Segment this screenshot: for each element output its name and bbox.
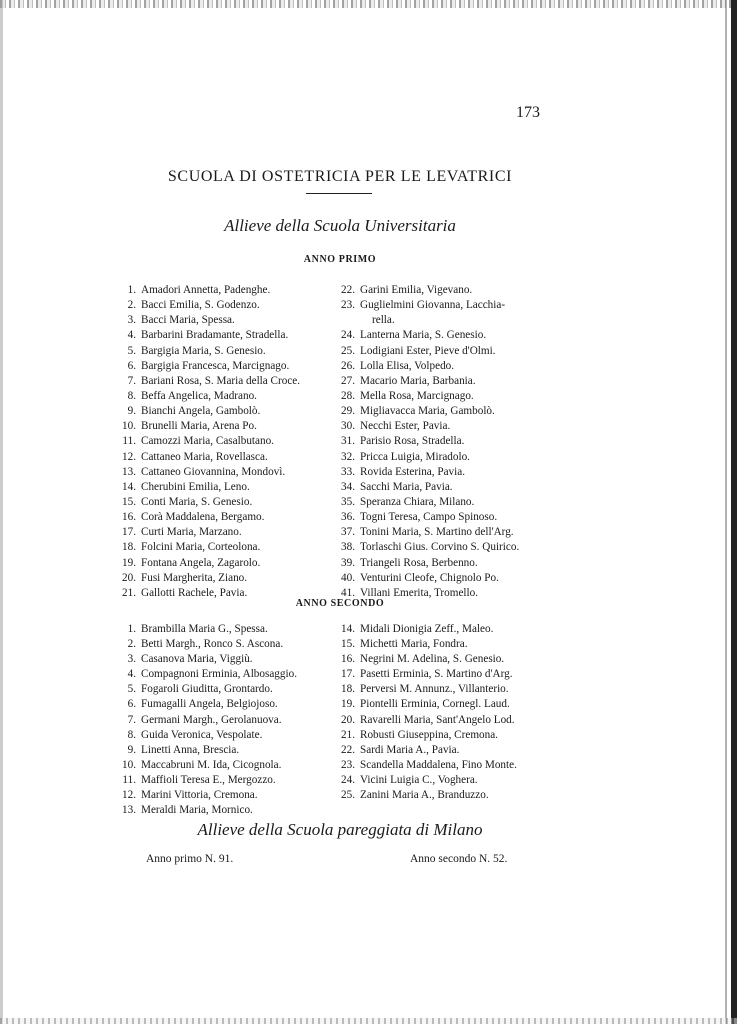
entry-number: 14. (341, 623, 355, 635)
entry-number: 6. (127, 359, 136, 372)
list-secondo-col1 (114, 622, 336, 818)
section-heading-milano: Allieve della Scuola pareggiata di Milano (197, 820, 483, 839)
list-item (114, 743, 336, 758)
list-item (330, 313, 555, 328)
entry-number: 10. (122, 758, 136, 771)
page-title: SCUOLA DI OSTETRICIA PER LE LEVATRICI (167, 168, 513, 185)
entry-text: Meraldi Maria, Mornico. (141, 804, 253, 817)
entry-number: 14. (122, 480, 136, 493)
entry-number: 41. (341, 586, 355, 599)
entry-number: 26. (341, 359, 355, 372)
entry-text: Michetti Maria, Fondra. (360, 638, 468, 651)
entry-number: 13. (122, 465, 136, 478)
entry-number: 22. (341, 284, 355, 296)
list-item (330, 743, 555, 758)
entry-text: Villani Emerita, Tromello. (360, 586, 479, 599)
entry-number: 23. (341, 758, 355, 771)
entry-number: 8. (127, 389, 136, 402)
list-item (330, 540, 555, 555)
entry-text: Fusi Margherita, Ziano. (141, 571, 248, 584)
entry-text: Bacci Maria, Spessa. (141, 314, 235, 327)
entry-text: Cattaneo Maria, Rovellasca. (141, 450, 268, 463)
entry-number: 27. (341, 374, 355, 387)
entry-number: 33. (341, 465, 355, 478)
entry-text: Speranza Chiara, Milano. (360, 495, 475, 508)
entry-text: Bariani Rosa, S. Maria della Croce. (141, 374, 301, 387)
list-secondo-col2 (330, 622, 555, 803)
list-item (330, 571, 555, 586)
list-item (330, 525, 555, 540)
entry-number: 11. (122, 435, 136, 448)
entry-text: Perversi M. Annunz., Villanterio. (360, 683, 509, 696)
entry-text: Lolla Elisa, Volpedo. (360, 359, 455, 372)
entry-number: 31. (341, 435, 355, 448)
list-item (114, 313, 336, 328)
entry-number: 9. (127, 743, 136, 756)
entry-text: Cattaneo Giovannina, Mondovì. (141, 465, 286, 478)
entry-number: 36. (341, 511, 355, 524)
list-item (330, 328, 555, 343)
list-item (114, 788, 336, 803)
entry-text: Maccabruni M. Ida, Cicognola. (141, 758, 282, 771)
entry-number: 15. (122, 495, 136, 508)
entry-number: 18. (122, 541, 136, 554)
entry-number: 37. (341, 526, 355, 539)
entry-number: 28. (341, 389, 355, 402)
entry-number: 32. (341, 450, 355, 463)
entry-number: 7. (127, 374, 136, 387)
footer-anno-primo-count: Anno primo N. 91. (146, 853, 234, 865)
list-item (114, 404, 336, 419)
list-item (330, 404, 555, 419)
entry-text: Marini Vittoria, Cremona. (141, 789, 258, 802)
entry-number: 35. (341, 495, 355, 508)
entry-number: 30. (341, 420, 355, 433)
list-item (330, 758, 555, 773)
entry-text: Maffioli Teresa E., Mergozzo. (141, 773, 276, 786)
list-item (330, 298, 555, 313)
list-item (114, 758, 336, 773)
list-item (114, 359, 336, 374)
entry-text: Betti Margh., Ronco S. Ascona. (141, 638, 284, 651)
entry-number: 5. (127, 683, 136, 696)
list-item (114, 571, 336, 586)
entry-text: Curti Maria, Marzano. (141, 526, 242, 539)
list-item (114, 773, 336, 788)
list-item (114, 713, 336, 728)
entry-text: Robusti Giuseppina, Cremona. (360, 728, 498, 741)
entry-number: 13. (122, 804, 136, 817)
entry-number: 7. (127, 713, 136, 726)
entry-text: Fogaroli Giuditta, Grontardo. (141, 683, 273, 696)
entry-number: 24. (341, 329, 355, 342)
entry-text: Bargigia Francesca, Marcignago. (141, 359, 290, 372)
list-item (114, 803, 336, 818)
list-item (330, 713, 555, 728)
scan-bottom-edge (0, 1018, 737, 1024)
list-item (330, 374, 555, 389)
entry-text: Torlaschi Gius. Corvino S. Quirico. (360, 541, 520, 554)
entry-text: Sardi Maria A., Pavia. (360, 743, 460, 756)
entry-text: Folcini Maria, Corteolona. (141, 541, 261, 554)
list-item (114, 728, 336, 743)
entry-number: 34. (341, 480, 355, 493)
scan-right-shadow (725, 0, 727, 1024)
list-item (114, 510, 336, 525)
entry-text: Triangeli Rosa, Berbenno. (360, 556, 478, 569)
entry-text: Bianchi Angela, Gambolò. (141, 405, 261, 418)
entry-number: 23. (341, 299, 355, 312)
entry-number: 21. (122, 586, 136, 599)
entry-number: 2. (127, 638, 136, 651)
entry-text: Bacci Emilia, S. Godenzo. (141, 299, 260, 312)
entry-number: 39. (341, 556, 355, 569)
list-item (114, 374, 336, 389)
list-item (114, 298, 336, 313)
entry-number: 22. (341, 743, 355, 756)
list-item (330, 450, 555, 465)
list-item (330, 697, 555, 712)
list-item (330, 622, 555, 637)
entry-number: 5. (127, 344, 136, 357)
list-item (114, 667, 336, 682)
entry-text: Barbarini Bradamante, Stradella. (141, 329, 289, 342)
entry-number: 19. (341, 698, 355, 711)
list-item (330, 419, 555, 434)
entry-text: Fumagalli Angela, Belgiojoso. (141, 698, 278, 711)
entry-text: Sacchi Maria, Pavia. (360, 480, 453, 493)
entry-number: 6. (127, 698, 136, 711)
entry-number: 1. (127, 623, 136, 635)
entry-text: Rovida Esterina, Pavia. (360, 465, 466, 478)
entry-number: 1. (127, 284, 136, 296)
entry-text: Garini Emilia, Vigevano. (360, 284, 473, 296)
scan-right-edge (731, 0, 737, 1024)
entry-text: Corà Maddalena, Bergamo. (141, 511, 265, 524)
scan-top-edge (0, 0, 737, 8)
entry-number: 12. (122, 450, 136, 463)
entry-number: 10. (122, 420, 136, 433)
list-item (114, 540, 336, 555)
page-number: 173 (516, 104, 540, 121)
list-item (114, 682, 336, 697)
entry-number: 4. (127, 329, 136, 342)
entry-number: 16. (341, 653, 355, 666)
list-item (114, 283, 336, 298)
list-primo-col1 (114, 283, 336, 601)
list-item (330, 389, 555, 404)
list-item (330, 728, 555, 743)
entry-text: Guglielmini Giovanna, Lacchia- (360, 299, 506, 312)
entry-text: Cherubini Emilia, Leno. (141, 480, 250, 493)
entry-text: Bargigia Maria, S. Genesio. (141, 344, 266, 357)
entry-text: Negrini M. Adelina, S. Genesio. (360, 653, 505, 666)
list-item (114, 556, 336, 571)
entry-text: Pricca Luigia, Miradolo. (360, 450, 470, 463)
list-item (114, 622, 336, 637)
entry-number: 20. (341, 713, 355, 726)
entry-number: 17. (341, 668, 355, 681)
entry-text: Amadori Annetta, Padenghe. (141, 284, 271, 296)
entry-text: Scandella Maddalena, Fino Monte. (360, 758, 517, 771)
entry-number: 25. (341, 344, 355, 357)
entry-number: 38. (341, 541, 355, 554)
entry-text: Mella Rosa, Marcignago. (360, 389, 474, 402)
list-item (114, 637, 336, 652)
entry-text: Tonini Maria, S. Martino dell'Arg. (360, 526, 514, 539)
entry-text: Brunelli Maria, Arena Po. (141, 420, 257, 433)
list-item (330, 773, 555, 788)
list-item (330, 465, 555, 480)
entry-text: Fontana Angela, Zagarolo. (141, 556, 261, 569)
entry-number: 19. (122, 556, 136, 569)
list-item (330, 434, 555, 449)
entry-number: 2. (127, 299, 136, 312)
entry-text: Pasetti Erminia, S. Martino d'Arg. (360, 668, 513, 681)
entry-text: Migliavacca Maria, Gambolò. (360, 405, 495, 418)
title-divider (306, 193, 372, 194)
scan-left-edge (0, 0, 3, 1024)
entry-text: Piontelli Erminia, Cornegl. Laud. (360, 698, 510, 711)
list-item (114, 495, 336, 510)
entry-number: 11. (122, 773, 136, 786)
entry-text: Lanterna Maria, S. Genesio. (360, 329, 487, 342)
list-item (114, 525, 336, 540)
list-item (114, 434, 336, 449)
entry-text: Midali Dionigia Zeff., Maleo. (360, 623, 494, 635)
entry-text: Guida Veronica, Vespolate. (141, 728, 263, 741)
entry-number: 25. (341, 789, 355, 802)
list-item (114, 465, 336, 480)
entry-text: rella. (372, 314, 395, 327)
list-item (114, 344, 336, 359)
year-heading-primo: ANNO PRIMO (303, 254, 377, 265)
list-item (330, 682, 555, 697)
list-item (330, 510, 555, 525)
entry-text: Gallotti Rachele, Pavia. (141, 586, 248, 599)
footer-anno-secondo-count: Anno secondo N. 52. (410, 853, 508, 865)
entry-text: Beffa Angelica, Madrano. (141, 389, 257, 402)
entry-text: Camozzi Maria, Casalbutano. (141, 435, 274, 448)
entry-number: 29. (341, 405, 355, 418)
list-item (330, 283, 555, 298)
year-heading-secondo: ANNO SECONDO (295, 598, 385, 609)
list-item (114, 697, 336, 712)
entry-number: 3. (127, 314, 136, 327)
entry-number: 21. (341, 728, 355, 741)
entry-text: Linetti Anna, Brescia. (141, 743, 240, 756)
entry-text: Conti Maria, S. Genesio. (141, 495, 253, 508)
list-item (114, 328, 336, 343)
entry-number: 8. (127, 728, 136, 741)
entry-number: 17. (122, 526, 136, 539)
entry-number: 3. (127, 653, 136, 666)
entry-text: Parisio Rosa, Stradella. (360, 435, 465, 448)
entry-text: Venturini Cleofe, Chignolo Po. (360, 571, 499, 584)
entry-number: 18. (341, 683, 355, 696)
list-item (330, 652, 555, 667)
list-item (330, 495, 555, 510)
list-item (330, 556, 555, 571)
list-item (114, 419, 336, 434)
entry-text: Macario Maria, Barbania. (360, 374, 476, 387)
section-heading-university: Allieve della Scuola Universitaria (224, 216, 456, 235)
list-item (114, 389, 336, 404)
entry-number: 40. (341, 571, 355, 584)
list-item (114, 480, 336, 495)
list-item (330, 344, 555, 359)
entry-text: Germani Margh., Gerolanuova. (141, 713, 282, 726)
list-item (330, 667, 555, 682)
list-primo-col2 (330, 283, 555, 601)
entry-number: 20. (122, 571, 136, 584)
list-item (330, 788, 555, 803)
entry-number: 12. (122, 789, 136, 802)
entry-text: Casanova Maria, Viggiù. (141, 653, 253, 666)
entry-text: Vicini Luigia C., Voghera. (360, 773, 478, 786)
entry-number: 9. (127, 405, 136, 418)
list-item (114, 652, 336, 667)
entry-text: Brambilla Maria G., Spessa. (141, 623, 268, 635)
list-item (330, 480, 555, 495)
entry-number: 16. (122, 511, 136, 524)
entry-text: Lodigiani Ester, Pieve d'Olmi. (360, 344, 496, 357)
entry-text: Necchi Ester, Pavia. (360, 420, 451, 433)
entry-number: 24. (341, 773, 355, 786)
list-item (330, 637, 555, 652)
entry-number: 15. (341, 638, 355, 651)
list-item (114, 450, 336, 465)
entry-text: Togni Teresa, Campo Spinoso. (360, 511, 498, 524)
list-item (330, 359, 555, 374)
entry-text: Compagnoni Erminia, Albosaggio. (141, 668, 297, 681)
entry-text: Ravarelli Maria, Sant'Angelo Lod. (360, 713, 515, 726)
entry-number: 4. (127, 668, 136, 681)
entry-text: Zanini Maria A., Branduzzo. (360, 789, 489, 802)
